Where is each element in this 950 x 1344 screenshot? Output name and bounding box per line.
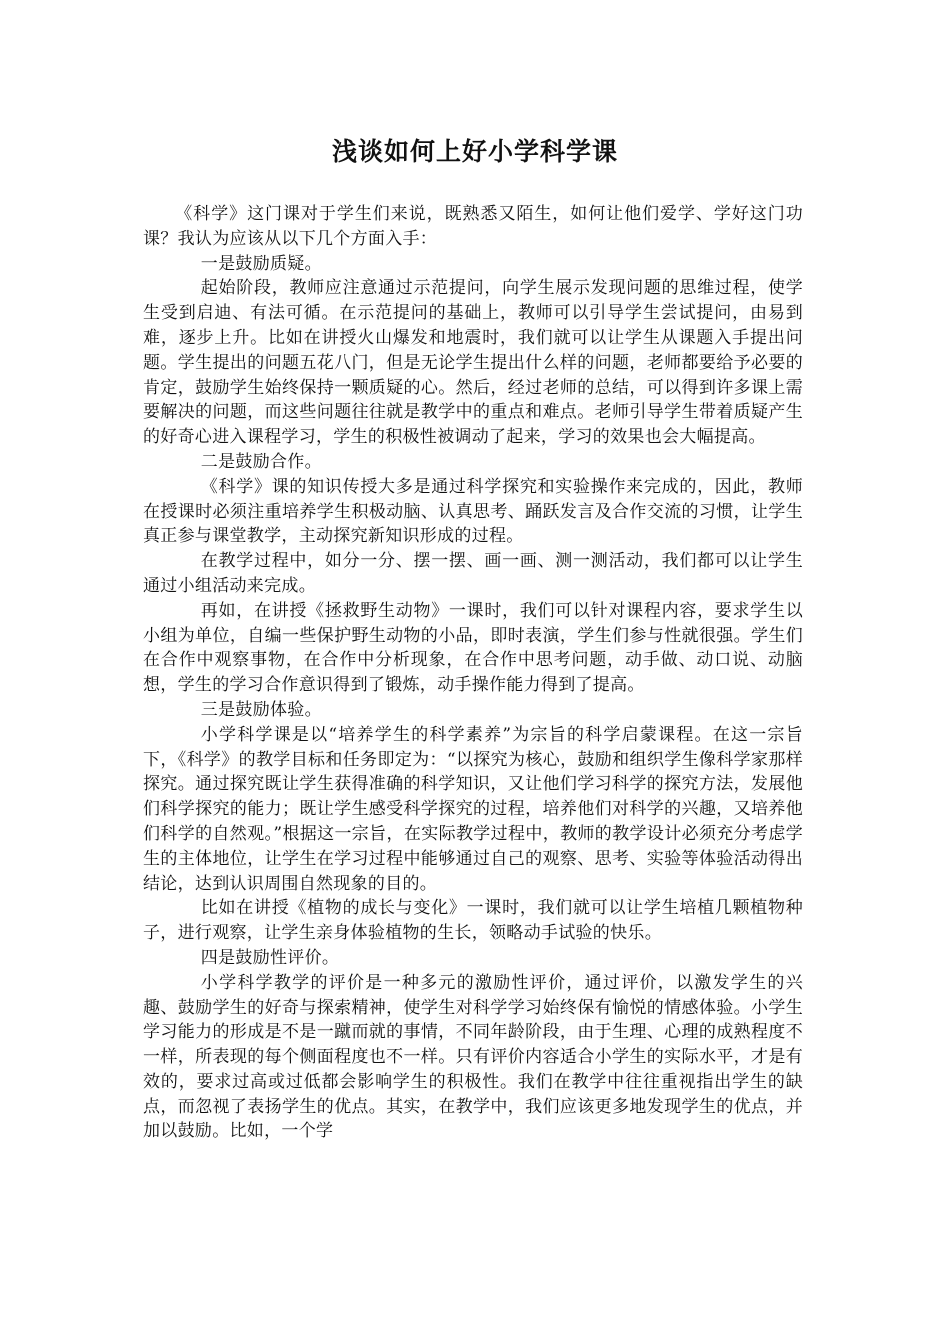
document-title: 浅谈如何上好小学科学课 <box>331 137 618 166</box>
paragraph-experience-2: 比如在讲授《植物的成长与变化》一课时，我们就可以让学生培植几颗植物种子，进行观察，让学生亲身体验植物的生长，领略动手试验的快乐。 <box>143 898 803 944</box>
section-heading-evaluation: 四是鼓励性评价。 <box>200 947 340 968</box>
paragraph-experience-1: 小学科学课是以“培养学生的科学素养”为宗旨的科学启蒙课程。在这一宗旨下，《科学》的教学目标和任务即定为：“以探究为核心，鼓励和组织学生像科学家那样探究。通过探究既让学生获得准确的科学知识，又让他们学习科学的探究方法，发展他们科学探究的能力；既让学生感受科学探究的过程，培养他们对科学的兴趣，又培养他们科学的自然观。”根据这一宗旨，在实际教学过程中，教师的教学设计必须充分考虑学生的主体地位，让学生在学习过程中能够通过自己的观察、思考、实验等体验活动得出结论，达到认识周围自然现象的目的。 <box>143 724 803 894</box>
section-heading-experience: 三是鼓励体验。 <box>200 699 322 720</box>
paragraph-cooperation-2: 在教学过程中，如分一分、摆一摆、画一画、测一测活动，我们都可以让学生通过小组活动来完成。 <box>143 551 803 596</box>
paragraph-evaluation: 小学科学教学的评价是一种多元的激励性评价，通过评价，以激发学生的兴趣、鼓励学生的好奇与探索精神，使学生对科学学习始终保有愉悦的情感体验。小学生学习能力的形成是不是一蹴而就的事情，不同年龄阶段，由于生理、心理的成熟程度不一样，所表现的每个侧面程度也不一样。只有评价内容适合小学生的实际水平，才是有效的，要求过高或过低都会影响学生的积极性。我们在教学中往往重视指出学生的缺点，而忽视了表扬学生的优点。其实，在教学中，我们应该更多地发现学生的优点，并加以鼓励。比如，一个学 <box>143 972 803 1142</box>
document-body <box>143 202 803 1144</box>
paragraph-cooperation-3: 再如，在讲授《拯救野生动物》一课时，我们可以针对课程内容，要求学生以小组为单位，自编一些保护野生动物的小品，即时表演，学生们参与性就很强。学生们在合作中观察事物，在合作中分析现象，在合作中思考问题，动手做、动口说、动脑想，学生的学习合作意识得到了锻炼，动手操作能力得到了提高。 <box>143 600 803 696</box>
intro-paragraph: 《科学》这门课对于学生们来说，既熟悉又陌生，如何让他们爱学、学好这门功课？我认为应该从以下几个方面入手： <box>143 204 803 249</box>
paragraph-questioning: 起始阶段，教师应注意通过示范提问，向学生展示发现问题的思维过程，使学生受到启迪、有法可循。在示范提问的基础上，教师可以引导学生尝试提问，由易到难，逐步上升。比如在讲授火山爆发和地震时，我们就可以让学生从课题入手提出问题。学生提出的问题五花八门，但是无论学生提出什么样的问题，老师都要给予必要的肯定，鼓励学生始终保持一颗质疑的心。然后，经过老师的总结，可以得到许多课上需要解决的问题，而这些问题往往就是教学中的重点和难点。老师引导学生带着质疑产生的好奇心进入课程学习，学生的积极性被调动了起来，学习的效果也会大幅提高。 <box>143 278 803 448</box>
section-heading-questioning: 一是鼓励质疑。 <box>200 253 322 274</box>
section-heading-cooperation: 二是鼓励合作。 <box>200 451 322 472</box>
paragraph-cooperation-1: 《科学》课的知识传授大多是通过科学探究和实验操作来完成的，因此，教师在授课时必须注重培养学生积极动脑、认真思考、踊跃发言及合作交流的习惯，让学生真正参与课堂教学，主动探究新知识形成的过程。 <box>143 476 803 547</box>
